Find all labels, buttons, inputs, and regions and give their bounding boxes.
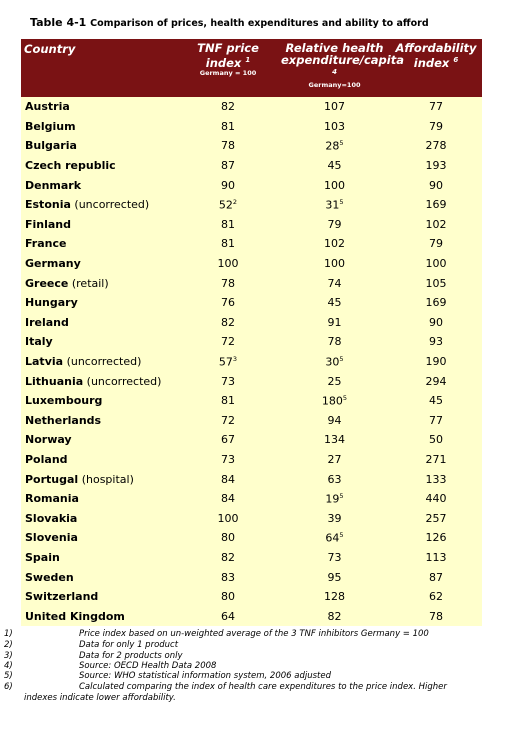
tnf-price-cell [177, 273, 279, 293]
affordability-value: 193 [425, 159, 447, 173]
header-aff-line1: Affordability [395, 41, 477, 55]
affordability-cell [390, 508, 482, 528]
tnf-price-value: 67 [221, 433, 235, 447]
health-expenditure-value: 180 [321, 394, 343, 408]
table-row [21, 117, 482, 137]
country-name: Switzerland [25, 590, 99, 604]
tnf-price-value: 81 [221, 237, 235, 251]
health-expenditure-cell [279, 508, 390, 528]
tnf-price-value: 78 [221, 139, 235, 153]
header-rel-sup: 4 [332, 68, 337, 76]
affordability-value: 169 [425, 198, 447, 212]
header-tnf-sub: Germany = 100 [199, 68, 257, 77]
tnf-price-value: 82 [221, 315, 235, 329]
country-name: Czech republic [25, 159, 116, 173]
table-row [21, 215, 482, 235]
health-expenditure-value: 28 [325, 139, 340, 153]
affordability-value: 169 [425, 296, 447, 310]
health-expenditure-footnote-ref: 5 [342, 393, 348, 402]
country-cell [21, 293, 177, 313]
affordability-cell [390, 195, 482, 215]
affordability-value: 87 [429, 570, 443, 584]
affordability-cell [390, 587, 482, 607]
table-row [21, 234, 482, 254]
tnf-price-cell [177, 489, 279, 509]
country-cell [21, 450, 177, 470]
tnf-price-cell [177, 332, 279, 352]
tnf-price-value: 80 [221, 531, 235, 545]
health-expenditure-cell [279, 489, 390, 509]
affordability-value: 440 [425, 492, 447, 506]
country-name: Latvia [25, 355, 64, 369]
table-row [21, 156, 482, 176]
affordability-value: 100 [425, 257, 447, 271]
tnf-price-cell [177, 293, 279, 313]
affordability-cell [390, 234, 482, 254]
affordability-cell [390, 391, 482, 411]
country-cell [21, 313, 177, 333]
health-expenditure-value: 134 [324, 433, 345, 447]
country-name: Spain [25, 550, 60, 564]
footnote-text-continued: indexes indicate lower affordability. [24, 692, 176, 703]
table-row [21, 411, 482, 431]
affordability-value: 50 [429, 433, 443, 447]
table-row [21, 195, 482, 215]
country-note: (uncorrected) [74, 198, 150, 212]
affordability-value: 257 [425, 511, 447, 525]
affordability-cell [390, 411, 482, 431]
table-row [21, 391, 482, 411]
health-expenditure-value: 39 [327, 511, 342, 525]
affordability-value: 79 [429, 119, 443, 133]
health-expenditure-cell [279, 273, 390, 293]
header-tnf-line2: index [205, 55, 242, 70]
table-row [21, 430, 482, 450]
country-name: Ireland [25, 315, 69, 329]
footnote-text: Data for 2 products only [79, 651, 183, 661]
country-name: Netherlands [25, 413, 102, 427]
tnf-price-cell [177, 567, 279, 587]
country-note: (retail) [71, 276, 109, 290]
table-row [21, 548, 482, 568]
country-name: Estonia [25, 198, 71, 212]
tnf-price-cell [177, 97, 279, 117]
tnf-price-cell [177, 313, 279, 333]
table-body [21, 97, 482, 626]
table-row [21, 567, 482, 587]
tnf-price-cell [177, 215, 279, 235]
affordability-cell [390, 97, 482, 117]
health-expenditure-cell [279, 606, 390, 626]
header-tnf-line1: TNF price [197, 41, 259, 55]
country-name: France [25, 237, 67, 251]
country-name: United Kingdom [25, 609, 125, 623]
health-expenditure-cell [279, 450, 390, 470]
health-expenditure-cell [279, 391, 390, 411]
health-expenditure-value: 103 [324, 119, 345, 133]
header-tnf-sup: 1 [245, 56, 251, 64]
affordability-cell [390, 273, 482, 293]
affordability-value: 79 [429, 237, 443, 251]
affordability-cell [390, 117, 482, 137]
affordability-cell [390, 489, 482, 509]
tnf-price-value: 76 [221, 296, 235, 310]
affordability-cell [390, 548, 482, 568]
health-expenditure-cell [279, 352, 390, 372]
country-name: Sweden [25, 570, 74, 584]
header-affordability-index [390, 39, 482, 97]
tnf-price-value: 73 [221, 452, 235, 466]
affordability-value: 278 [425, 139, 447, 153]
affordability-value: 190 [425, 355, 447, 369]
tnf-price-value: 100 [217, 511, 239, 525]
header-country: Country [21, 39, 177, 97]
health-expenditure-cell [279, 469, 390, 489]
country-name: Norway [25, 433, 72, 447]
country-cell [21, 528, 177, 548]
country-cell [21, 332, 177, 352]
country-cell [21, 371, 177, 391]
tnf-price-cell [177, 391, 279, 411]
health-expenditure-value: 30 [325, 355, 340, 369]
country-name: Bulgaria [25, 139, 77, 153]
country-name: Hungary [25, 296, 78, 310]
table-row [21, 450, 482, 470]
tnf-price-value: 64 [221, 609, 235, 623]
tnf-price-value: 80 [221, 590, 235, 604]
affordability-value: 90 [429, 178, 443, 192]
affordability-cell [390, 371, 482, 391]
health-expenditure-footnote-ref: 5 [339, 139, 344, 148]
tnf-footnote-ref: 2 [232, 197, 238, 206]
health-expenditure-cell [279, 136, 390, 156]
table-row [21, 293, 482, 313]
health-expenditure-cell [279, 548, 390, 568]
header-tnf-price-index [177, 39, 279, 97]
health-expenditure-value: 45 [327, 159, 342, 173]
health-expenditure-cell [279, 293, 390, 313]
table-row [21, 332, 482, 352]
health-expenditure-value: 100 [324, 257, 345, 271]
table-row [21, 175, 482, 195]
footnote-text: Data for only 1 product [79, 640, 179, 650]
affordability-value: 126 [425, 531, 447, 545]
tnf-price-cell [177, 411, 279, 431]
country-name: Luxembourg [25, 394, 103, 408]
health-expenditure-value: 78 [327, 335, 342, 349]
country-name: Lithuania [25, 374, 84, 388]
affordability-cell [390, 136, 482, 156]
country-cell [21, 411, 177, 431]
affordability-value: 93 [429, 335, 443, 349]
tnf-price-value: 87 [221, 159, 235, 173]
health-expenditure-value: 31 [325, 198, 340, 212]
country-cell [21, 391, 177, 411]
tnf-price-value: 84 [221, 492, 235, 506]
tnf-price-value: 100 [217, 257, 239, 271]
footnote-number: 2) [4, 640, 13, 650]
country-name: Belgium [25, 119, 76, 133]
header-aff-sup: 6 [453, 56, 459, 64]
health-expenditure-cell [279, 117, 390, 137]
country-cell [21, 430, 177, 450]
affordability-cell [390, 293, 482, 313]
country-cell [21, 136, 177, 156]
tnf-price-cell [177, 371, 279, 391]
table-title [30, 16, 429, 29]
tnf-price-value: 82 [221, 100, 235, 114]
affordability-cell [390, 332, 482, 352]
country-cell [21, 606, 177, 626]
country-cell [21, 548, 177, 568]
health-expenditure-footnote-ref: 5 [339, 197, 344, 206]
tnf-price-cell [177, 508, 279, 528]
tnf-price-cell [177, 587, 279, 607]
country-cell [21, 156, 177, 176]
tnf-price-value: 81 [221, 394, 235, 408]
country-name: Slovakia [25, 511, 78, 525]
country-name: Italy [25, 335, 53, 349]
header-rel-sub: Germany=100 [308, 80, 361, 89]
country-note: (hospital) [81, 472, 134, 486]
country-cell [21, 469, 177, 489]
footnote-text: Calculated comparing the index of health care expenditures to the price index. Higher [79, 682, 447, 692]
health-expenditure-value: 27 [327, 452, 342, 466]
health-expenditure-footnote-ref: 5 [339, 531, 344, 540]
tnf-price-cell [177, 430, 279, 450]
affordability-cell [390, 528, 482, 548]
health-expenditure-cell [279, 411, 390, 431]
health-expenditure-cell [279, 371, 390, 391]
health-expenditure-cell [279, 195, 390, 215]
tnf-price-value: 82 [221, 550, 235, 564]
country-name: Germany [25, 257, 81, 271]
affordability-cell [390, 352, 482, 372]
health-expenditure-cell [279, 156, 390, 176]
tnf-price-value: 72 [221, 335, 235, 349]
tnf-price-cell [177, 528, 279, 548]
health-expenditure-value: 91 [327, 315, 342, 329]
country-cell [21, 567, 177, 587]
header-aff-line2: index [413, 55, 450, 70]
footnote-text: Source: WHO statistical information system, 2006 adjusted [79, 671, 331, 681]
country-name: Portugal [25, 472, 79, 486]
tnf-price-value: 81 [221, 119, 235, 133]
health-expenditure-value: 79 [327, 217, 342, 231]
health-expenditure-value: 82 [327, 609, 342, 623]
table-row [21, 313, 482, 333]
affordability-value: 90 [429, 315, 443, 329]
affordability-cell [390, 606, 482, 626]
health-expenditure-cell [279, 567, 390, 587]
affordability-value: 77 [429, 100, 443, 114]
country-name: Romania [25, 492, 79, 506]
table-row [21, 97, 482, 117]
tnf-price-value: 73 [221, 374, 235, 388]
country-name: Denmark [25, 178, 82, 192]
table-caption: Comparison of prices, health expenditures and ability to afford [90, 18, 429, 29]
health-expenditure-value: 100 [324, 178, 345, 192]
tnf-price-cell [177, 136, 279, 156]
affordability-value: 133 [425, 472, 447, 486]
table-row [21, 508, 482, 528]
health-expenditure-value: 102 [324, 237, 345, 251]
health-expenditure-value: 74 [327, 276, 342, 290]
country-cell [21, 587, 177, 607]
tnf-price-value: 52 [218, 198, 233, 212]
tnf-price-value: 57 [218, 355, 233, 369]
affordability-cell [390, 313, 482, 333]
country-name: Austria [25, 100, 70, 114]
header-rel-line1: Relative health [285, 41, 384, 55]
footnote-text: Price index based on un-weighted average of the 3 TNF inhibitors Germany = 100 [79, 629, 429, 639]
table-row [21, 587, 482, 607]
header-relative-health-expenditure [279, 39, 404, 97]
tnf-price-cell [177, 117, 279, 137]
affordability-cell [390, 175, 482, 195]
tnf-footnote-ref: 3 [232, 354, 238, 363]
country-note: (uncorrected) [66, 355, 142, 369]
health-expenditure-cell [279, 587, 390, 607]
health-expenditure-cell [279, 254, 390, 274]
table-row [21, 606, 482, 626]
health-expenditure-value: 63 [327, 472, 342, 486]
health-expenditure-cell [279, 332, 390, 352]
health-expenditure-value: 73 [327, 550, 342, 564]
table-number: Table 4-1 [30, 16, 87, 29]
health-expenditure-cell [279, 97, 390, 117]
health-expenditure-value: 94 [327, 413, 342, 427]
table-row [21, 371, 482, 391]
table-row [21, 352, 482, 372]
tnf-price-cell [177, 254, 279, 274]
tnf-price-value: 90 [221, 178, 235, 192]
country-cell [21, 234, 177, 254]
tnf-price-cell [177, 175, 279, 195]
tnf-price-cell [177, 548, 279, 568]
footnote-number: 4) [4, 661, 13, 671]
tnf-price-value: 72 [221, 413, 235, 427]
affordability-value: 62 [429, 590, 443, 604]
tnf-price-value: 81 [221, 217, 235, 231]
affordability-value: 45 [429, 394, 443, 408]
country-name: Greece [25, 276, 69, 290]
health-expenditure-footnote-ref: 5 [339, 354, 344, 363]
affordability-value: 113 [425, 550, 447, 564]
country-name: Finland [25, 217, 72, 231]
tnf-price-value: 83 [221, 570, 235, 584]
country-cell [21, 175, 177, 195]
table-row [21, 254, 482, 274]
affordability-value: 77 [429, 413, 443, 427]
table-header-row [21, 39, 482, 97]
health-expenditure-value: 25 [327, 374, 342, 388]
affordability-cell [390, 215, 482, 235]
health-expenditure-cell [279, 528, 390, 548]
health-expenditure-cell [279, 175, 390, 195]
tnf-price-value: 78 [221, 276, 235, 290]
footnote-number: 3) [4, 651, 13, 661]
country-note: (uncorrected) [86, 374, 162, 388]
tnf-price-value: 84 [221, 472, 235, 486]
country-cell [21, 254, 177, 274]
footnote-number: 6) [4, 682, 13, 692]
table-row [21, 469, 482, 489]
country-name: Poland [25, 452, 68, 466]
health-expenditure-footnote-ref: 5 [339, 491, 344, 500]
country-cell [21, 273, 177, 293]
health-expenditure-value: 45 [327, 296, 342, 310]
affordability-cell [390, 469, 482, 489]
table-row [21, 489, 482, 509]
affordability-value: 271 [425, 452, 447, 466]
affordability-value: 294 [425, 374, 447, 388]
health-expenditure-value: 64 [325, 531, 340, 545]
country-cell [21, 508, 177, 528]
table-row [21, 528, 482, 548]
country-cell [21, 97, 177, 117]
tnf-price-cell [177, 606, 279, 626]
affordability-value: 102 [425, 217, 447, 231]
country-cell [21, 215, 177, 235]
affordability-cell [390, 430, 482, 450]
health-expenditure-value: 95 [327, 570, 342, 584]
tnf-price-cell [177, 352, 279, 372]
tnf-price-cell [177, 156, 279, 176]
affordability-value: 105 [425, 276, 447, 290]
header-rel-line2: expenditure/capita [281, 53, 404, 67]
country-name: Slovenia [25, 531, 78, 545]
country-cell [21, 352, 177, 372]
health-expenditure-cell [279, 430, 390, 450]
health-expenditure-cell [279, 313, 390, 333]
footnote-number: 1) [4, 629, 13, 639]
health-expenditure-value: 107 [324, 100, 345, 114]
country-cell [21, 195, 177, 215]
country-cell [21, 117, 177, 137]
health-expenditure-value: 128 [324, 590, 345, 604]
affordability-cell [390, 254, 482, 274]
health-expenditure-value: 19 [325, 492, 340, 506]
affordability-value: 78 [429, 609, 443, 623]
table-row [21, 136, 482, 156]
health-expenditure-cell [279, 215, 390, 235]
affordability-cell [390, 156, 482, 176]
tnf-price-cell [177, 195, 279, 215]
health-expenditure-cell [279, 234, 390, 254]
tnf-price-cell [177, 234, 279, 254]
country-cell [21, 489, 177, 509]
table-row [21, 273, 482, 293]
affordability-cell [390, 567, 482, 587]
footnote-text: Source: OECD Health Data 2008 [79, 661, 217, 671]
affordability-cell [390, 450, 482, 470]
tnf-price-cell [177, 469, 279, 489]
tnf-price-cell [177, 450, 279, 470]
footnote-number: 5) [4, 671, 13, 681]
comparison-table [21, 39, 482, 626]
